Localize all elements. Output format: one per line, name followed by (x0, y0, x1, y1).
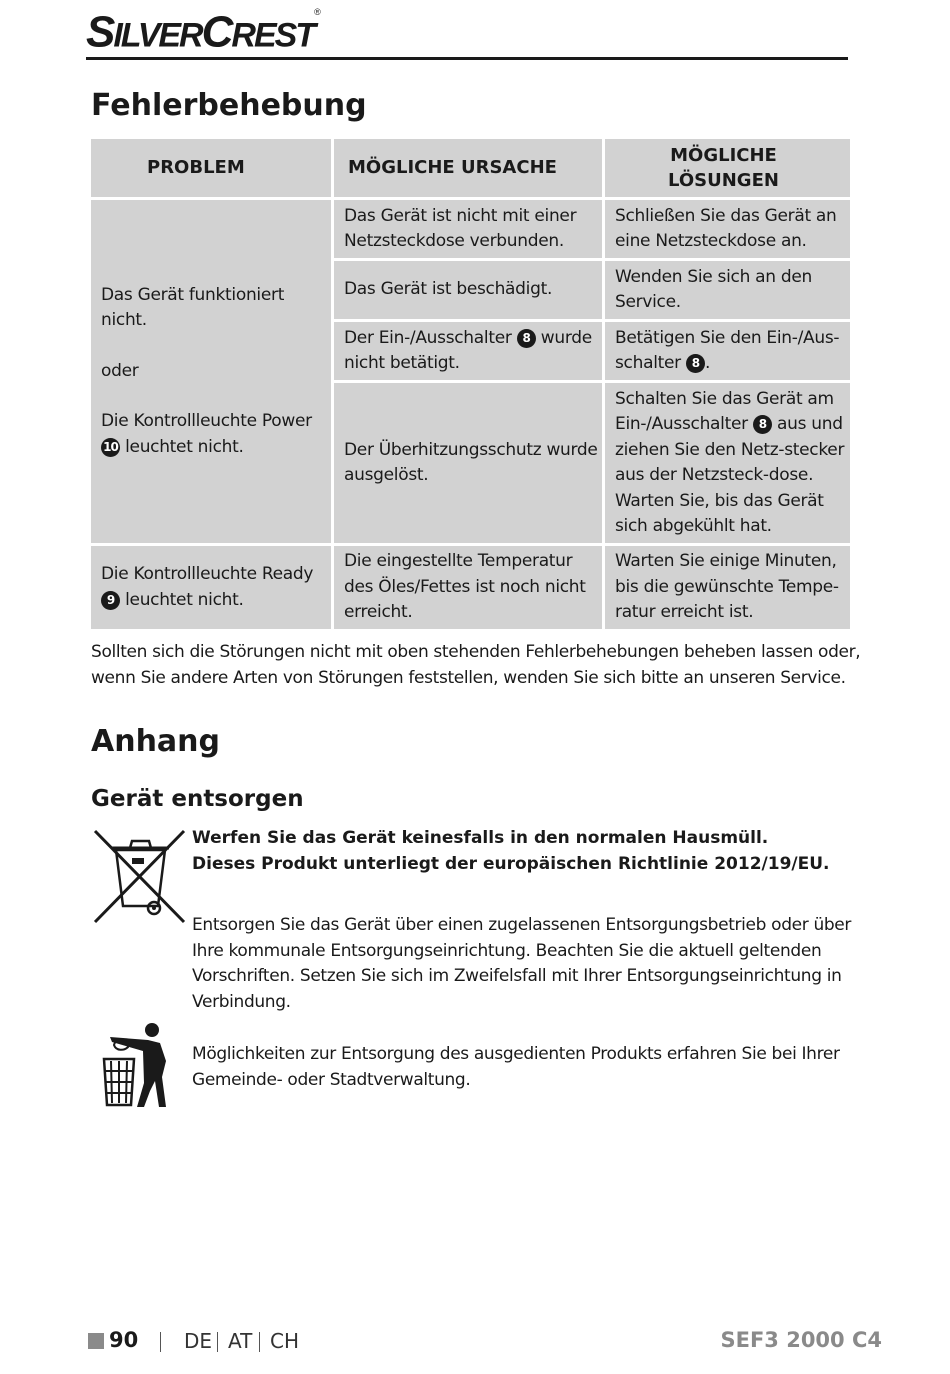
brand-logo (86, 4, 321, 60)
solution-cell: Warten Sie einige Minuten, bis die gewünschte Tempe-ratur erreicht ist. (605, 546, 850, 632)
brand-letter: S (86, 7, 114, 57)
part-number-badge: 8 (753, 415, 772, 434)
disposal-text: Entsorgen Sie das Gerät über einen zugelassenen Entsorgungsbetrieb oder über Ihre kommunale Entsorgungseinrichtung. Beachten Sie die aktuell geltenden Vorschriften. Setzen Sie sich im Zweifelsfall mit Ihrer Entsorgungseinrichtung in Verbindung. (192, 915, 852, 1012)
solution-text: aus und ziehen Sie den Netz-stecker aus der Netzsteck-dose. Warten Sie, bis das Gerät sich abgekühlt hat. (615, 414, 845, 536)
problem-line (101, 409, 321, 460)
table-header-row (91, 139, 850, 200)
brand-letter: C (201, 7, 232, 57)
cause-cell: Das Gerät ist beschädigt. (334, 261, 605, 322)
language-ch: CH (270, 1329, 300, 1353)
subsection-title-disposal: Gerät entsorgen (91, 786, 304, 812)
cause-cell (334, 322, 605, 383)
table-row (91, 200, 850, 261)
part-number-badge: 8 (517, 329, 536, 348)
problem-text: Die Kontrollleuchte Ready (101, 564, 314, 584)
cause-text: wurde nicht betätigt. (344, 327, 592, 373)
part-number-badge: 9 (101, 591, 120, 610)
footer-separator (160, 1332, 161, 1352)
solution-cell (605, 383, 850, 546)
part-number-badge: 8 (686, 354, 705, 373)
registered-mark: ® (314, 7, 321, 17)
solution-text: Schalten Sie das Gerät am Ein-/Ausschalter (615, 388, 834, 434)
cause-text: Der Ein-/Ausschalter (344, 327, 512, 348)
column-header-solution (605, 139, 850, 200)
language-at: AT (228, 1329, 253, 1353)
cause-cell: Die eingestellte Temperatur des Öles/Fettes ist noch nicht erreicht. (334, 546, 605, 632)
solution-cell (605, 322, 850, 383)
page-marker-square (88, 1333, 104, 1349)
solution-cell: Schließen Sie das Gerät an eine Netzsteckdose an. (605, 200, 850, 261)
solution-text: . (704, 353, 711, 373)
column-header-solution-label: MÖGLICHE LÖSUNGEN (668, 145, 779, 191)
disposal-municipal-text: Möglichkeiten zur Entsorgung des ausgedienten Produkts erfahren Sie bei Ihrer Gemeinde- oder Stadtverwaltung. (192, 1044, 840, 1090)
footer-separator (259, 1332, 260, 1352)
troubleshooting-table (91, 139, 850, 632)
solution-text: Betätigen Sie den Ein-/Aus-schalter (615, 327, 840, 373)
column-header-problem: PROBLEM (91, 139, 334, 200)
page-number: 90 (109, 1328, 139, 1352)
problem-cell (91, 546, 334, 632)
footer-separator (217, 1332, 218, 1352)
brand-letters: REST (231, 16, 315, 55)
column-header-cause: MÖGLICHE URSACHE (334, 139, 605, 200)
solution-cell: Wenden Sie sich an den Service. (605, 261, 850, 322)
brand-letters: ILVER (113, 16, 202, 55)
person-throwing-trash-icon (100, 1021, 170, 1109)
disposal-warning: Werfen Sie das Gerät keinesfalls in den normalen Hausmüll. Dieses Produkt unterliegt der europäischen Richtlinie 2012/19/EU. (192, 828, 830, 874)
section-title-troubleshooting: Fehlerbehebung (91, 88, 367, 123)
part-number-badge: 10 (101, 438, 120, 457)
crossed-out-wheelie-bin-icon (92, 828, 188, 926)
problem-text: leuchtet nicht. (125, 436, 244, 457)
model-number: SEF3 2000 C4 (720, 1328, 882, 1352)
language-de: DE (184, 1329, 213, 1353)
problem-text: leuchtet nicht. (125, 589, 244, 610)
table-row (91, 546, 850, 632)
problem-text: Die Kontrollleuchte Power (101, 411, 312, 432)
cause-cell: Das Gerät ist nicht mit einer Netzsteckdose verbunden. (334, 200, 605, 261)
section-title-appendix: Anhang (91, 724, 221, 759)
cause-cell: Der Überhitzungsschutz wurde ausgelöst. (334, 383, 605, 546)
problem-line: Das Gerät funktioniert nicht. (101, 284, 285, 331)
problem-cell (91, 200, 334, 546)
header-rule (86, 57, 848, 60)
problem-or: oder (101, 360, 139, 381)
troubleshooting-note: Sollten sich die Störungen nicht mit oben stehenden Fehlerbehebungen beheben lassen oder, wenn Sie andere Arten von Störungen feststellen, wenden Sie sich bitte an unseren Service. (91, 642, 861, 688)
